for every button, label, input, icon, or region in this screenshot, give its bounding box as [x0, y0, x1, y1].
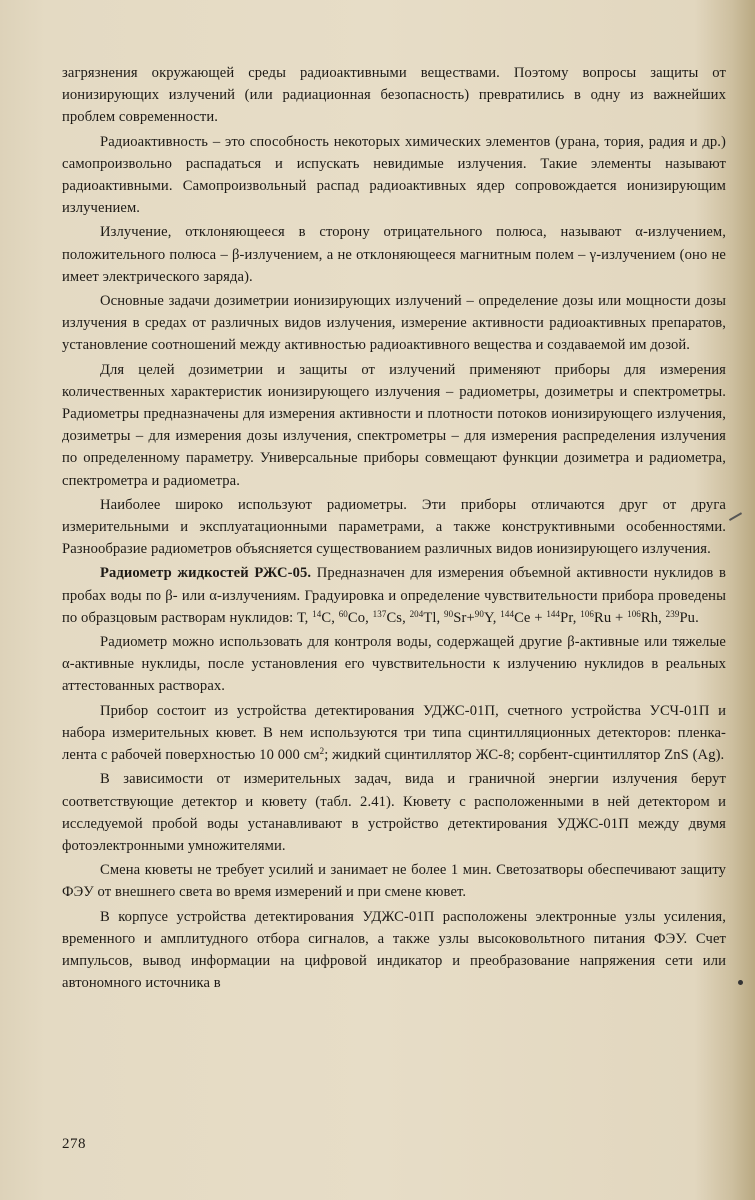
nuclide-symbol: Sr [453, 609, 467, 626]
nuclide-separator: , [436, 609, 445, 626]
nuclide [580, 610, 627, 626]
nuclide-separator: . [695, 609, 699, 626]
nuclide-mass: 144 [546, 608, 561, 619]
paragraph: загрязнения окружающей среды радиоактивными веществами. Поэтому вопросы защиты от ионизирующих излучений (или радиационная безопасность) превратились в одну из важнейших проблем современности. [62, 65, 726, 126]
nuclide-separator: , [402, 609, 410, 626]
nuclide-mass: 14 [312, 608, 322, 619]
nuclide-symbol: Ce [514, 609, 531, 626]
superscript: 2 [319, 746, 325, 757]
paragraph: Основные задачи дозиметрии ионизирующих излучений – определение дозы или мощности дозы излучения в средах от различных видов излучения, измерение активности радиоактивных препаратов, установление соотношений между активностью радиоактивного вещества и создаваемой им дозой. [62, 293, 726, 354]
nuclide [666, 610, 699, 626]
nuclide-symbol: Co [347, 609, 366, 626]
nuclide [500, 610, 546, 626]
nuclide [373, 610, 410, 626]
paragraph: Радиометр можно использовать для контроля воды, содержащей другие β-активные или тяжелые α-активные нуклиды, после установления его чувствительности к излучению нуклидов в реальных аттестованных растворах. [62, 634, 726, 695]
page-number: 278 [62, 1136, 86, 1152]
nuclide-mass: 137 [372, 608, 387, 619]
nuclide-mass: 239 [665, 608, 680, 619]
device-paragraph [62, 700, 726, 767]
nuclide-mass: 90 [474, 608, 484, 619]
nuclide [627, 610, 666, 626]
nuclide-symbol: Cs [386, 609, 403, 626]
nuclide [312, 610, 339, 626]
paragraph: В зависимости от измерительных задач, вида и граничной энергии излучения берут соответствующие детектор и кювету (табл. 2.41). Кювету с расположенными в ней детектором и исследуемой пробой воды устанавливают в устройство детектирования УДЖС-01П между двумя фотоэлектронными умножителями. [62, 771, 726, 854]
paragraph: В корпусе устройства детектирования УДЖС-01П расположены электронные узлы усиления, временного и амплитудного отбора сигналов, а также узлы высоковольтного питания ФЭУ. Счет импульсов, вывод информации на цифровой индикатор и преобразование напряжения сети или автономного источника в [62, 908, 726, 992]
rzhs-paragraph [62, 562, 726, 629]
paragraph: Наиболее широко используют радиометры. Эти приборы отличаются друг от друга измерительными и эксплуатационными параметрами, а также конструктивными особенностями. Разнообразие радиометров объясняется существованием различных видов ионизирующего излучения. [62, 496, 726, 558]
paragraph: Излучение, отклоняющееся в сторону отрицательного полюса, называют α-излучением, положительного полюса – β-излучением, а не отклоняющееся магнитным полем – γ-излучением (оно не имеет электрического заряда). [62, 224, 726, 285]
nuclide-separator: + [466, 609, 475, 626]
paragraph: Для целей дозиметрии и защиты от излучений применяют приборы для измерения количественных характеристик ионизирующего излучения – радиометры, дозиметры и спектрометры. Радиометры предназначены для измерения активности и плотности потоков ионизирующего излучения, дозиметры – для измерения дозы излучения, спектрометры – для измерения распределения излучения по определенному параметру. Универсальные приборы совмещают функции дозиметра и радиометра, спектрометра и радиометра. [62, 361, 726, 489]
nuclide [475, 610, 500, 626]
nuclide [410, 610, 444, 626]
nuclide [339, 610, 373, 626]
nuclide-separator: , [365, 609, 373, 626]
margin-pencil-mark [729, 512, 747, 529]
nuclide-symbol: C [321, 609, 332, 626]
nuclide-separator: , [331, 609, 339, 626]
nuclide-mass: 204 [409, 608, 424, 619]
nuclide-symbol: Rh [640, 609, 659, 626]
paragraph: Радиоактивность – это способность некоторых химических элементов (урана, тория, радия и др.) самопроизвольно распадаться и испускать невидимые излучения. Такие элементы называют радиоактивными. Самопроизвольный распад радиоактивных ядер сопровождается ионизирующим излучением. [62, 133, 726, 217]
nuclide-symbol: Pu [679, 609, 696, 626]
device-text-1: Прибор состоит из устройства детектирования УДЖС-01П, счетного устройства УСЧ-01П и набора измерительных кювет. В нем используются три типа сцинтилляционных детекторов: пленка-лента с рабочей поверхностью 10 000 см [62, 702, 726, 764]
device-text-2: ; жидкий сцинтиллятор ЖС-8; сорбент-сцинтиллятор ZnS (Ag). [324, 747, 725, 764]
nuclide-symbol: Pr [560, 609, 573, 626]
nuclide-symbol: Tl [423, 609, 437, 626]
nuclide-separator: + [530, 609, 547, 626]
nuclide-list [312, 610, 699, 626]
nuclide-mass: 90 [444, 608, 454, 619]
paragraph: Смена кюветы не требует усилий и занимает не более 1 мин. Светозатворы обеспечивают защиту ФЭУ от внешнего света во время измерений и при смене кювет. [62, 862, 726, 901]
nuclide-symbol: Y [483, 609, 493, 626]
rzhs-text: Предназначен для измерения объемной активности нуклидов в пробах воды по β- или α-излучениям. Градуировка и определение чувствительности прибора проведены по образцовым растворам нуклидов: Т, [62, 565, 726, 626]
nuclide-symbol: Ru [594, 609, 612, 626]
nuclide-separator: , [658, 609, 666, 626]
nuclide [546, 610, 580, 626]
nuclide-mass: 106 [627, 608, 641, 619]
section-heading: Радиометр жидкостей РЖС-05. [100, 565, 312, 582]
nuclide-mass: 106 [580, 608, 595, 619]
nuclide [444, 610, 475, 626]
nuclide-separator: , [492, 609, 501, 626]
nuclide-separator: + [611, 609, 628, 626]
nuclide-mass: 144 [500, 608, 515, 619]
nuclide-mass: 60 [338, 608, 348, 619]
body-text [62, 62, 726, 994]
margin-dot-mark [738, 980, 743, 985]
nuclide-separator: , [572, 609, 581, 626]
